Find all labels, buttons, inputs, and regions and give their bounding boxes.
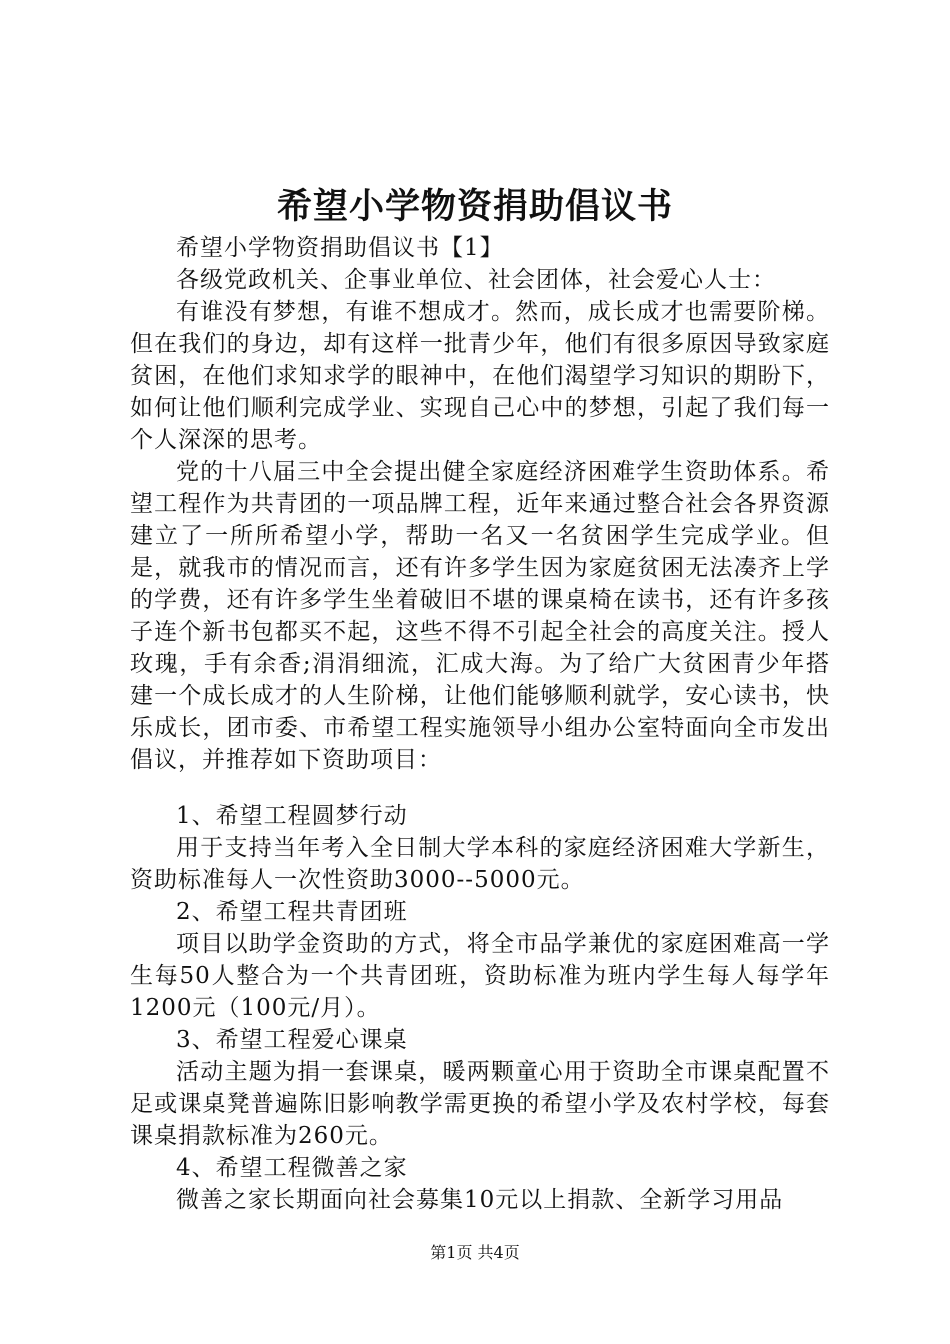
project-2-text: 项目以助学金资助的方式，将全市品学兼优的家庭困难高一学生每50人整合为一个共青团班，资助标准为班内学生每人每学年1200元（100元/月）。 (130, 931, 830, 1021)
project-1-heading: 1、希望工程圆梦行动 (176, 803, 408, 829)
page-footer: 第1页 共4页 (430, 1243, 520, 1262)
project-4-text: 微善之家长期面向社会募集10元以上捐款、全新学习用品 (176, 1187, 784, 1213)
project-3-heading: 3、希望工程爱心课桌 (176, 1027, 408, 1053)
project-4-heading: 4、希望工程微善之家 (176, 1155, 408, 1181)
project-1-text: 用于支持当年考入全日制大学本科的家庭经济困难大学新生，资助标准每人一次性资助3000--5000元。 (130, 835, 830, 893)
project-3-text: 活动主题为捐一套课桌，暖两颗童心用于资助全市课桌配置不足或课桌凳普遍陈旧影响教学需更换的希望小学及农村学校，每套课桌捐款标准为260元。 (130, 1059, 830, 1149)
document-body (130, 232, 830, 1216)
paragraph-intro: 有谁没有梦想，有谁不想成才。然而，成长成才也需要阶梯。但在我们的身边，却有这样一批青少年，他们有很多原因导致家庭贫困，在他们求知求学的眼神中，在他们渴望学习知识的期盼下，如何让他们顺利完成学业、实现自己心中的梦想，引起了我们每一个人深深的思考。 (130, 299, 830, 453)
paragraph-heading: 希望小学物资捐助倡议书【1】 (176, 235, 504, 261)
project-2-heading: 2、希望工程共青团班 (176, 899, 408, 925)
paragraph-background: 党的十八届三中全会提出健全家庭经济困难学生资助体系。希望工程作为共青团的一项品牌工程，近年来通过整合社会各界资源建立了一所所希望小学，帮助一名又一名贫困学生完成学业。但是，就我市的情况而言，还有许多学生因为家庭贫困无法凑齐上学的学费，还有许多学生坐着破旧不堪的课桌椅在读书，还有许多孩子连个新书包都买不起，这些不得不引起全社会的高度关注。授人玫瑰，手有余香;涓涓细流，汇成大海。为了给广大贫困青少年搭建一个成长成才的人生阶梯，让他们能够顺利就学，安心读书，快乐成长，团市委、市希望工程实施领导小组办公室特面向全市发出倡议，并推荐如下资助项目： (130, 459, 830, 773)
paragraph-salutation: 各级党政机关、企事业单位、社会团体，社会爱心人士： (176, 267, 776, 293)
document-title: 希望小学物资捐助倡议书 (276, 186, 673, 227)
